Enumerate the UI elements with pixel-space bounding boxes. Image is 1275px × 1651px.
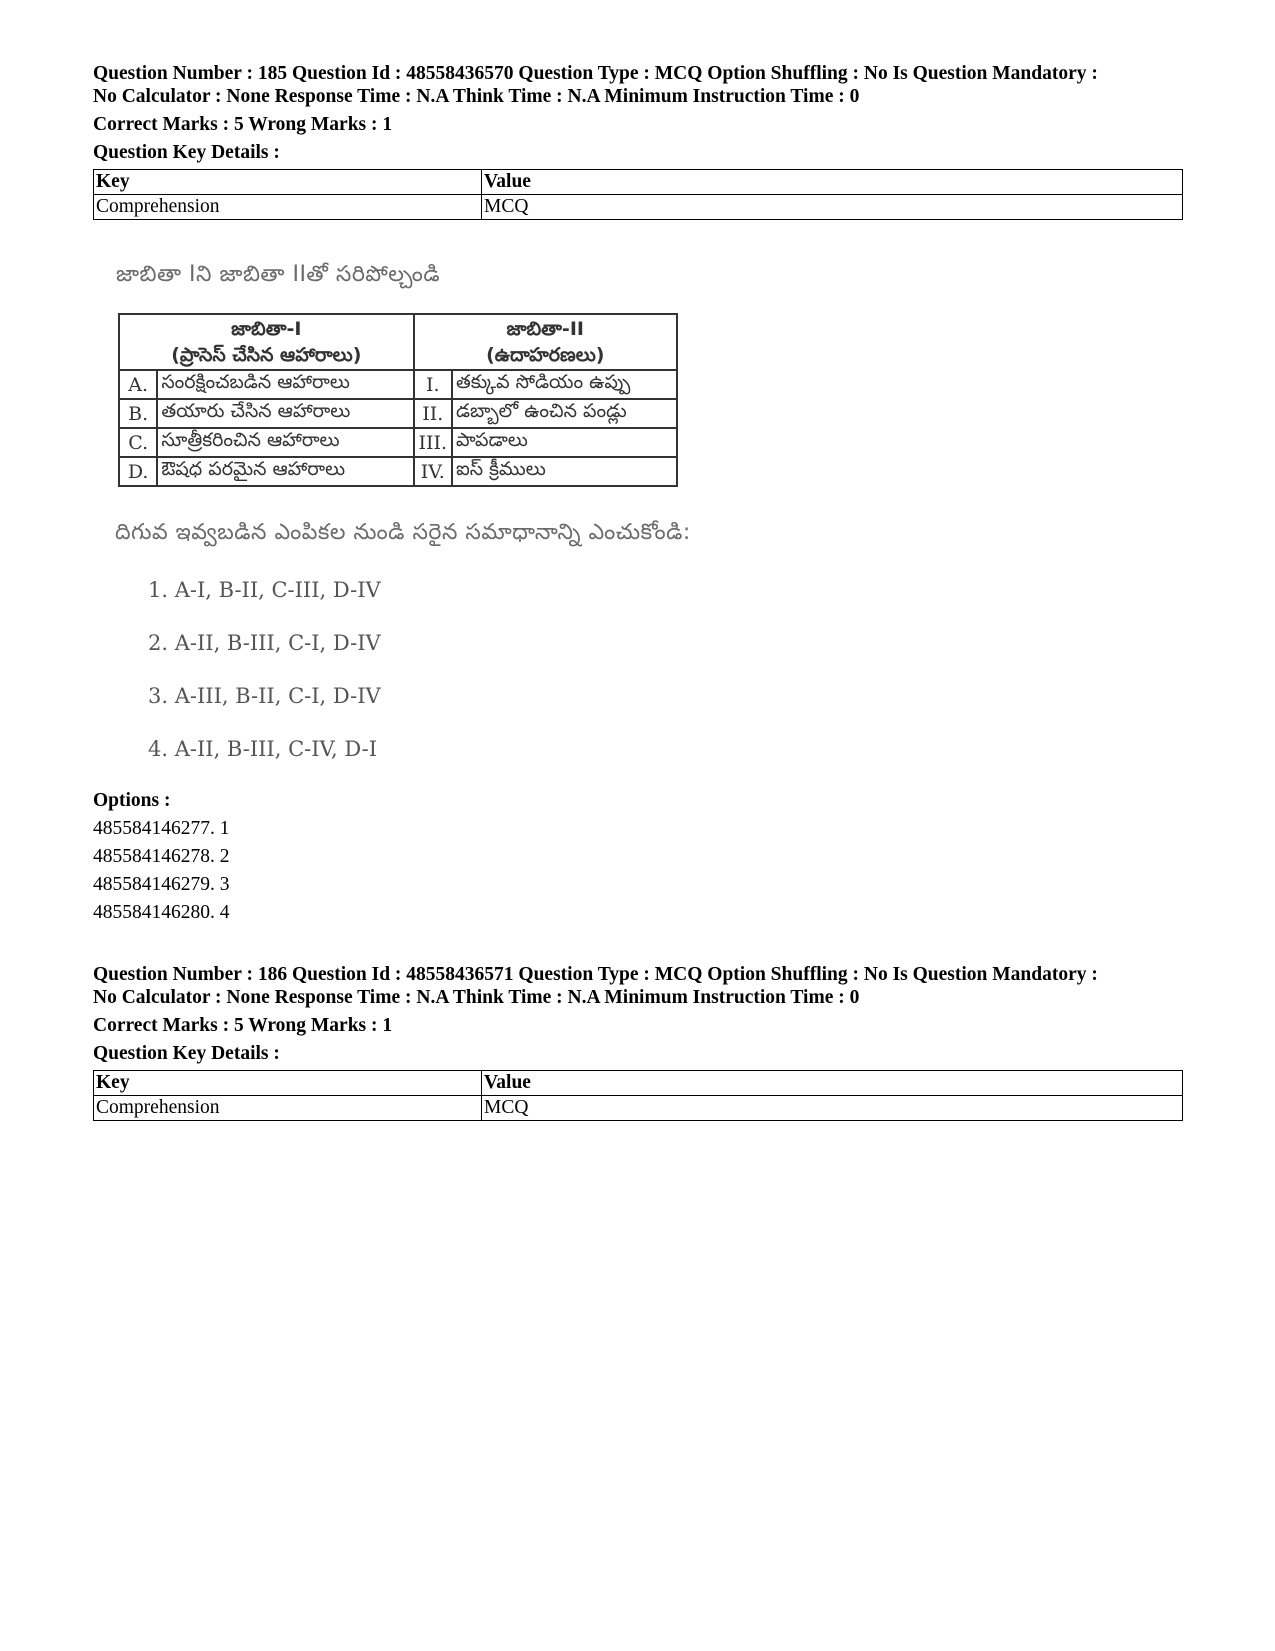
value-cell: MCQ — [482, 1096, 1183, 1121]
table-row — [119, 314, 677, 370]
question-186 — [93, 963, 1183, 1121]
match-table — [118, 313, 678, 487]
table-row: D. ఔషధ పరమైన ఆహారాలు IV. ఐస్ క్రీములు — [119, 457, 677, 486]
key-cell: Comprehension — [94, 1096, 482, 1121]
choice-1: 1. A-I, B-II, C-III, D-IV — [148, 578, 381, 602]
value-header: Value — [482, 170, 1183, 195]
option-3: 485584146279. 3 — [93, 874, 230, 895]
choice-3: 3. A-III, B-II, C-I, D-IV — [148, 684, 381, 708]
option-1: 485584146277. 1 — [93, 818, 230, 839]
table-row — [94, 170, 1183, 195]
question-185 — [93, 62, 1183, 220]
question-meta-line-1: Question Number : 185 Question Id : 48558436570 Question Type : MCQ Option Shuffling : No Is Question Mandatory : — [93, 63, 1098, 84]
option-2: 485584146278. 2 — [93, 846, 230, 867]
choice-4: 4. A-II, B-III, C-IV, D-I — [148, 737, 377, 761]
list-2-header: జాబితా-II (ఉదాహరణలు) — [414, 314, 677, 370]
key-header: Key — [94, 1071, 482, 1096]
key-cell: Comprehension — [94, 195, 482, 220]
table-row: A. సంరక్షించబడిన ఆహారాలు I. తక్కువ సోడియం ఉప్పు — [119, 370, 677, 399]
table-row: B. తయారు చేసిన ఆహారాలు II. డబ్బాలో ఉంచిన పండ్లు — [119, 399, 677, 428]
value-header: Value — [482, 1071, 1183, 1096]
table-row — [94, 1096, 1183, 1121]
question-meta-line-2: No Calculator : None Response Time : N.A Think Time : N.A Minimum Instruction Time : 0 — [93, 86, 860, 107]
table-row — [94, 1071, 1183, 1096]
key-header: Key — [94, 170, 482, 195]
table-row — [94, 195, 1183, 220]
list-1-header: జాబితా-I (ప్రాసెస్ చేసిన ఆహారాలు) — [119, 314, 414, 370]
value-cell: MCQ — [482, 195, 1183, 220]
key-details-label: Question Key Details : — [93, 1043, 280, 1064]
table-row: C. సూత్రీకరించిన ఆహారాలు III. పాపడాలు — [119, 428, 677, 457]
key-details-label: Question Key Details : — [93, 142, 280, 163]
key-details-table — [93, 169, 1183, 220]
match-instruction: జాబితా Iని జాబితా IIతో సరిపోల్చండి — [116, 262, 441, 287]
question-meta-line-1: Question Number : 186 Question Id : 48558436571 Question Type : MCQ Option Shuffling : No Is Question Mandatory : — [93, 964, 1098, 985]
options-label: Options : — [93, 790, 171, 811]
marks-line: Correct Marks : 5 Wrong Marks : 1 — [93, 114, 393, 135]
question-meta-line-2: No Calculator : None Response Time : N.A Think Time : N.A Minimum Instruction Time : 0 — [93, 987, 860, 1008]
answer-prompt: దిగువ ఇవ్వబడిన ఎంపికల నుండి సరైన సమాధానాన్ని ఎంచుకోండి: — [115, 520, 691, 545]
option-4: 485584146280. 4 — [93, 902, 230, 923]
marks-line: Correct Marks : 5 Wrong Marks : 1 — [93, 1015, 393, 1036]
choice-2: 2. A-II, B-III, C-I, D-IV — [148, 631, 381, 655]
key-details-table — [93, 1070, 1183, 1121]
